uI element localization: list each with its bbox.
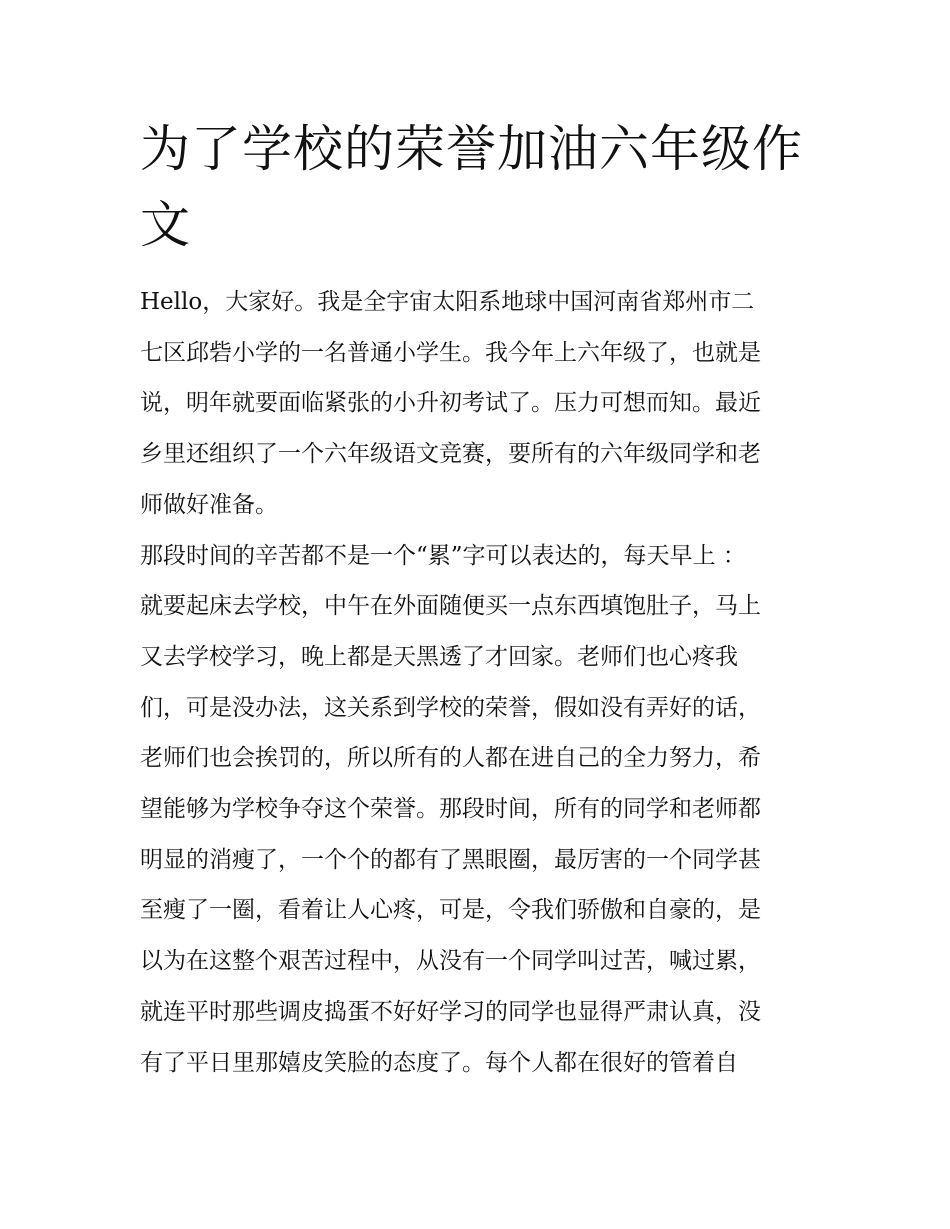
body-line: 师做好准备。	[140, 491, 278, 518]
body-line: 老师们也会挨罚的，所以所有的人都在进自己的全力努力，希	[140, 745, 761, 772]
body-line: 乡里还组织了一个六年级语文竞赛，要所有的六年级同学和老	[140, 441, 761, 468]
body-line: 有了平日里那嬉皮笑脸的态度了。每个人都在很好的管着自	[140, 1049, 738, 1076]
body-line: 望能够为学校争夺这个荣誉。那段时间，所有的同学和老师都	[140, 796, 761, 823]
body-line: 明显的消瘦了，一个个的都有了黑眼圈，最厉害的一个同学甚	[140, 846, 761, 873]
body-line: 就要起床去学校，中午在外面随便买一点东西填饱肚子，马上	[140, 593, 761, 620]
body-line: 又去学校学习，晚上都是天黑透了才回家。老师们也心疼我	[140, 643, 738, 670]
document-body	[140, 277, 812, 1088]
body-line: 那段时间的辛苦都不是一个“累”字可以表达的，每天早上 ：	[140, 542, 746, 569]
body-line: 说，明年就要面临紧张的小升初考试了。压力可想而知。最近	[140, 390, 761, 417]
body-line: 至瘦了一圈，看着让人心疼，可是，令我们骄傲和自豪的，是	[140, 897, 761, 924]
document-title: 为了学校的荣誉加油六年级作文	[140, 120, 803, 254]
body-line: 就连平时那些调皮捣蛋不好好学习的同学也显得严肃认真，没	[140, 998, 761, 1025]
body-line: 以为在这整个艰苦过程中，从没有一个同学叫过苦，喊过累，	[140, 948, 761, 975]
body-line: Hello，大家好。我是全宇宙太阳系地球中国河南省郑州市二	[140, 289, 755, 315]
body-line: 们，可是没办法，这关系到学校的荣誉，假如没有弄好的话，	[140, 694, 761, 721]
body-line: 七区邱砦小学的一名普通小学生。我今年上六年级了，也就是	[140, 339, 761, 366]
